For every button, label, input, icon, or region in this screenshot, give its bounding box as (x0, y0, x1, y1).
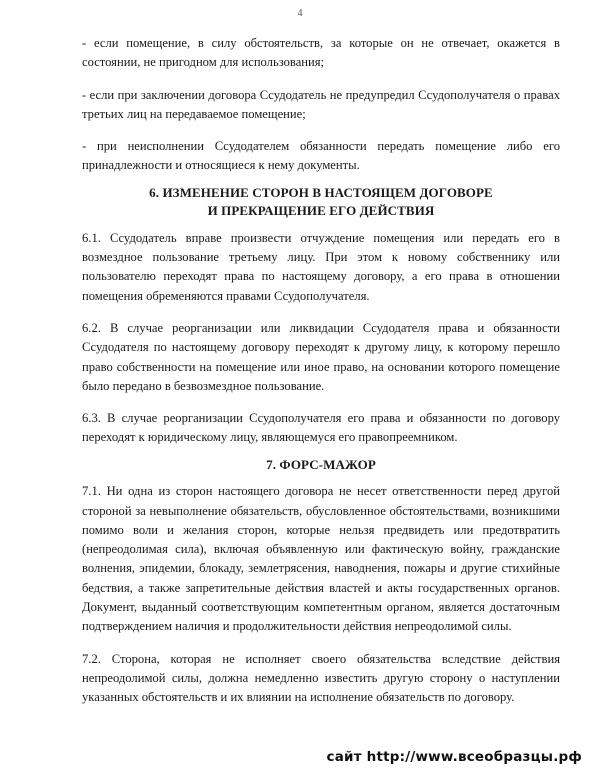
clause-6-1: 6.1. Ссудодатель вправе произвести отчуждение помещения или передать его в возмездное пользование третьему лицу. При этом к новому собственнику или пользователю переходят права по настоящему договору, а его права в отношении помещения обременяются правами Ссудополучателя. (82, 230, 560, 303)
section-6-heading (82, 184, 560, 221)
document-body (82, 34, 560, 708)
clause-6-3: 6.3. В случае реорганизации Ссудополучателя его права и обязанности по договору переходят к юридическому лицу, являющемуся его правопреемником. (82, 411, 560, 445)
section-6-heading-line1: 6. ИЗМЕНЕНИЕ СТОРОН В НАСТОЯЩЕМ ДОГОВОРЕ (149, 184, 493, 200)
clause-6-2: 6.2. В случае реорганизации или ликвидации Ссудодателя права и обязанности Ссудодателя по настоящему договору переходят к другому лицу, к которому перешло право собственности на помещение или иное право, на основании которого помещение было передано в безвозмездное пользование. (82, 320, 560, 393)
section-6-heading-line2: И ПРЕКРАЩЕНИЕ ЕГО ДЕЙСТВИЯ (207, 203, 435, 219)
page-number: 4 (297, 8, 303, 19)
clause-failure-to-transfer: - при неисполнении Ссудодателем обязанности передать помещение либо его принадлежности и относящиеся к нему документы. (82, 139, 560, 173)
clause-7-2: 7.2. Сторона, которая не исполняет своего обязательства вследствие действия непреодолимой силы, должна немедленно известить другую сторону о наступлении указанных обстоятельств и их влиянии на исполнение обязательств по договору. (82, 651, 560, 705)
clause-7-1: 7.1. Ни одна из сторон настоящего договора не несет ответственности перед другой стороной за невыполнение обязательств, обусловленное обстоятельствами, возникшими помимо воли и желания сторон, которые нельзя предвидеть или предотвратить (непреодолимая сила), включая объявленную или фактическую войну, гражданские волнения, эпидемии, блокаду, землетрясения, наводнения, пожары и другие стихийные бедствия, а также запретительные действия властей и акты государственных органов. Документ, выданный соответствующим компетентным органом, является достаточным подтверждением наличия и продолжительности действия непреодолимой силы. (82, 484, 560, 634)
clause-unsuitable-premises: - если помещение, в силу обстоятельств, за которые он не отвечает, окажется в состоянии, не пригодном для использования; (82, 36, 560, 70)
section-7-heading: 7. ФОРС-МАЖОР (266, 456, 376, 472)
site-watermark: сайт http://www.всеобразцы.рф (326, 749, 582, 765)
clause-third-party-rights: - если при заключении договора Ссудодатель не предупредил Ссудополучателя о правах третьих лиц на передаваемое помещение; (82, 87, 560, 121)
